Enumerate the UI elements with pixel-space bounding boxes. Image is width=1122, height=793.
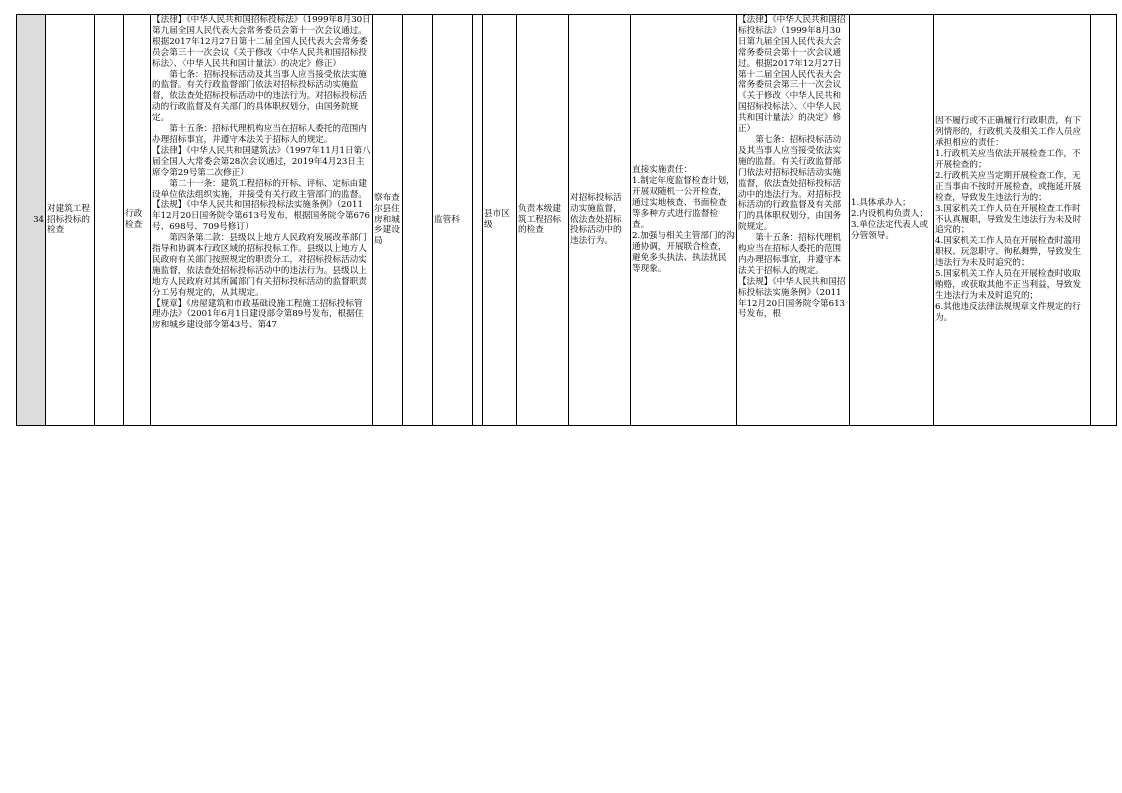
duty-basis-cell [737, 15, 850, 426]
item-category: 行政检查 [124, 15, 151, 426]
duty-cell [631, 15, 737, 426]
internal-office: 监管科 [433, 15, 473, 426]
responsible-subject: 1.具体承办人； 2.内设机构负责人； 3.单位法定代表人或分管领导。 [851, 198, 928, 241]
legal-basis-cell [151, 15, 373, 426]
blank-cell [95, 15, 124, 426]
row-index: 34 [17, 15, 46, 426]
item-name: 对建筑工程招标投标的检查 [46, 15, 95, 426]
responsible-subject-cell [850, 15, 934, 426]
responsibility-scope: 负责本级建筑工程招标的检查 [517, 15, 569, 426]
item-content: 对招标投标活动实施监督，依法查处招标投标活动中的违法行为。 [569, 15, 631, 426]
legal-basis: 【法律】《中华人民共和国招标投标法》（1999年8月30日第九届全国人民代表大会常务委员会第十一次会议通过。根据2017年12月27日第十二届全国人民代表大会常务委员会第三十一次会议《关于修改〈中华人民共和国招标投标法〉、〈中华人民共和国计量法〉的决定》修正） 第七条：招标投标活动及其当事人应当接受依法实施的监督。有关行政监督部门依法对招标投标活动实施监督，依法查处招标投标活动中的违法行为。对招标投标活动的行政监督及有关部门的具体职权划分，由国务院规定。 第十五条：招标代理机构应当在招标人委托的范围内办理招标事宜，并遵守本法关于招标人的规定。 【法律】《中华人民共和国建筑法》（1997年11月1日第八届全国人大常委会第28次会议通过，2019年4月23日主席令第29号第二次修正） 第二十一条：建筑工程招标的开标、评标、定标由建设单位依法组织实施，并接受有关行政主管部门的监督。 【法规】《中华人民共和国招标投标法实施条例》（2011年12月20日国务院令第613号发布，根据国务院令第676号、698号、709号修订） 第四条第二款：县级以上地方人民政府发展改革部门指导和协调本行政区域的招标投标工作。县级以上地方人民政府有关部门按照规定的职责分工，对招标投标活动实施监督，依法查处招标投标活动中的违法行为。县级以上地方人民政府对其所属部门有关招标投标活动的监督职责分工另有规定的，从其规定。 【规章】《房屋建筑和市政基础设施工程施工招标投标管理办法》（2001年6月1日建设部令第89号发布，根据住房和城乡建设部令第43号、第47 [152, 15, 371, 331]
exercise-level: 县市区级 [483, 15, 517, 426]
remark-cell [1091, 15, 1117, 426]
accountability-items: 因不履行或不正确履行行政职责，有下列情形的，行政机关及相关工作人员应承担相应的责任： 1.行政机关应当依法开展检查工作，不开展检查的； 2.行政机关应当定期开展检查工作，无正当事由不按时开展检查，或拖延开展检查，导致发生违法行为的； 3.国家机关工作人员在开展检查工作时不认真履职，导致发生违法行为未及时追究的； 4.国家机关工作人员在开展检查时滥用职权、玩忽职守、徇私舞弊，导致发生违法行为未及时追究的； 5.国家机关工作人员在开展检查时收取贿赂，或获取其他不正当利益，导致发生违法行为未及时追究的； 6.其他违反法律法规规章文件规定的行为。 [935, 116, 1082, 323]
blank-cell [403, 15, 433, 426]
duty-items: 直接实施责任： 1.制定年度监督检查计划，开展双随机一公开检查，通过实地核查、书面检查等多种方式进行监督检查。 2.加强与相关主管部门的沟通协调，开展联合检查，避免多头执法、执法扰民等现象。 [632, 165, 735, 274]
accountability-cell [934, 15, 1091, 426]
blank-cell [473, 15, 483, 426]
table-row [17, 15, 1117, 426]
duty-basis: 【法律】《中华人民共和国招标投标法》（1999年8月30日第九届全国人民代表大会常务委员会第十一次会议通过。根据2017年12月27日第十二届全国人民代表大会常务委员会第三十一次会议《关于修改〈中华人民共和国招标投标法〉、〈中华人民共和国计量法〉的决定》修正） 第七条：招标投标活动及其当事人应当接受依法实施的监督。有关行政监督部门依法对招标投标活动实施监督，依法查处招标投标活动中的违法行为。对招标投标活动的行政监督及有关部门的具体职权划分，由国务院规定。 第十五条：招标代理机构应当在招标人委托的范围内办理招标事宜，并遵守本法关于招标人的规定。 【法规】《中华人民共和国招标投标法实施条例》（2011年12月20日国务院令第613号发布，根 [738, 15, 846, 320]
authority-table [16, 14, 1117, 426]
implementing-department: 察布查尔县住房和城乡建设局 [373, 15, 403, 426]
